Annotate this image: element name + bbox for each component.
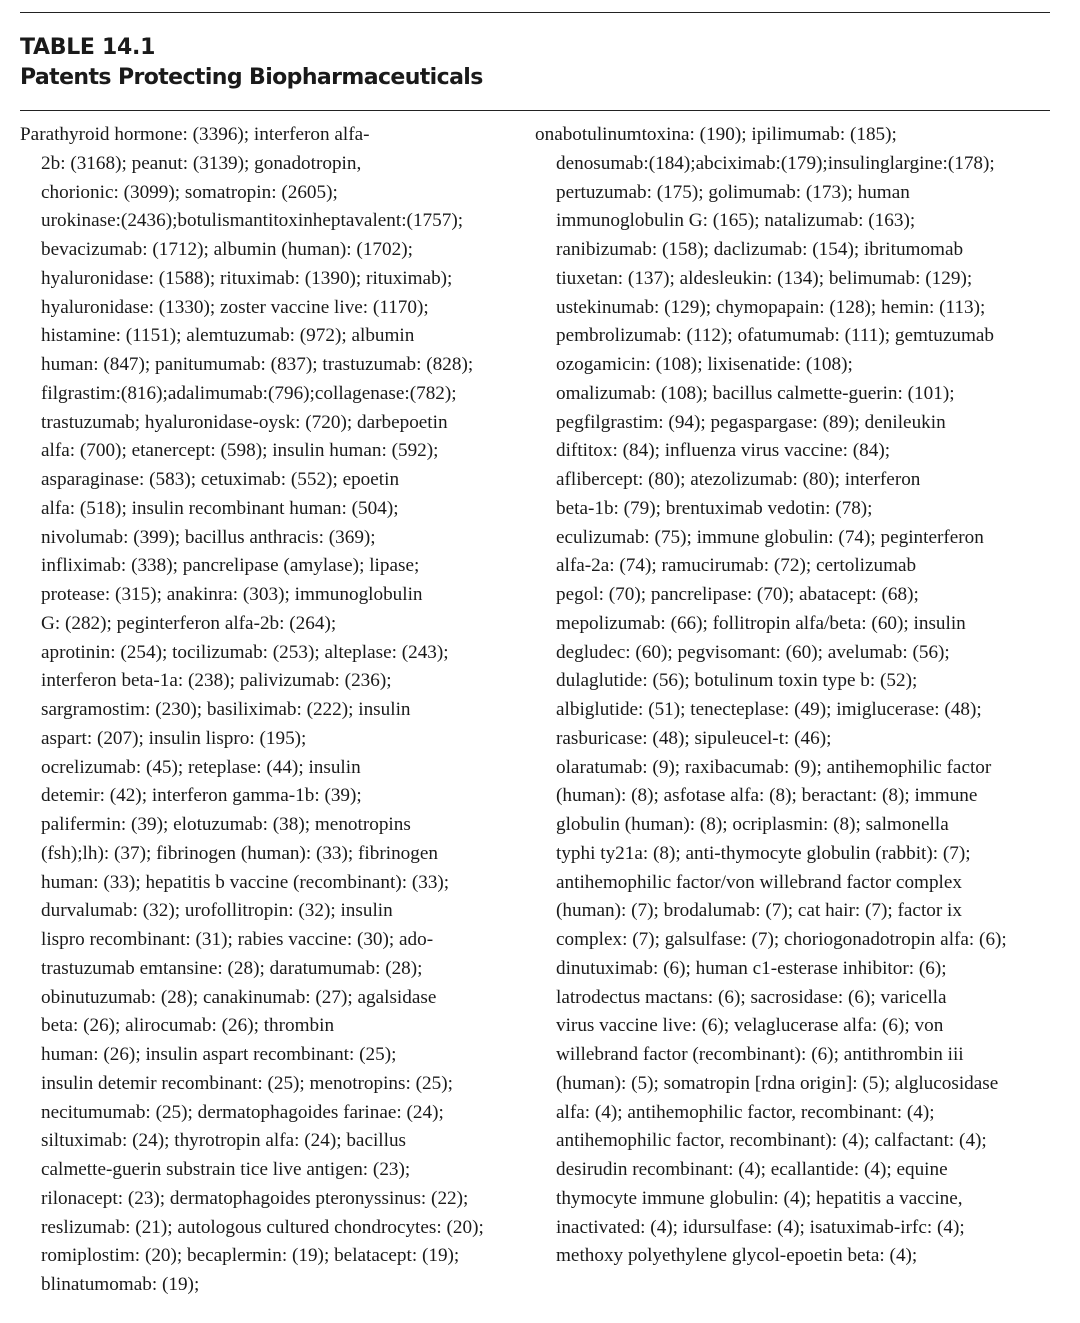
- text-line: (human): (5); somatropin [rdna origin]: (5); alglucosidase: [556, 1072, 999, 1094]
- text-line: lispro recombinant: (31); rabies vaccine: (30); ado-: [41, 929, 434, 950]
- text-line: alfa: (4); antihemophilic factor, recombinant: (4);: [556, 1101, 935, 1123]
- text-line: methoxy polyethylene glycol-epoetin beta: (4);: [556, 1245, 918, 1267]
- text-line: dinutuximab: (6); human c1-esterase inhibitor: (6);: [556, 957, 947, 979]
- text-line: antihemophilic factor, recombinant): (4); calfactant: (4);: [556, 1130, 987, 1152]
- text-line: pegfilgrastim: (94); pegaspargase: (89); denileukin: [556, 411, 946, 433]
- text-line: urokinase:(2436);botulismantitoxinheptavalent:(1757);: [41, 210, 464, 232]
- left-column: [20, 121, 520, 1300]
- text-line: asparaginase: (583); cetuximab: (552); epoetin: [41, 469, 400, 490]
- text-line: tiuxetan: (137); aldesleukin: (134); belimumab: (129);: [556, 267, 973, 289]
- text-line: trastuzumab; hyaluronidase-oysk: (720); darbepoetin: [41, 411, 448, 433]
- text-line: complex: (7); galsulfase: (7); choriogonadotropin alfa: (6);: [556, 929, 1007, 950]
- text-line: denosumab:(184);abciximab:(179);insulinglargine:(178);: [556, 152, 995, 174]
- text-line: beta-1b: (79); brentuximab vedotin: (78);: [556, 497, 873, 519]
- text-line: palifermin: (39); elotuzumab: (38); menotropins: [41, 814, 411, 835]
- text-line: alfa: (700); etanercept: (598); insulin human: (592);: [41, 440, 439, 462]
- text-line: nivolumab: (399); bacillus anthracis: (369);: [41, 526, 376, 548]
- text-line: human: (847); panitumumab: (837); trastuzumab: (828);: [41, 354, 474, 375]
- text-line: aspart: (207); insulin lispro: (195);: [41, 727, 307, 749]
- text-line: human: (33); hepatitis b vaccine (recombinant): (33);: [41, 871, 450, 893]
- text-line: trastuzumab emtansine: (28); daratumumab: (28);: [41, 957, 423, 979]
- text-line: albiglutide: (51); tenecteplase: (49); imiglucerase: (48);: [556, 699, 982, 720]
- text-line: onabotulinumtoxina: (190); ipilimumab: (185);: [535, 124, 897, 145]
- text-line: interferon beta-1a: (238); palivizumab: (236);: [41, 670, 392, 692]
- text-line: mepolizumab: (66); follitropin alfa/beta: (60); insulin: [556, 612, 966, 634]
- text-line: hyaluronidase: (1330); zoster vaccine live: (1170);: [41, 296, 429, 318]
- text-line: blinatumomab: (19);: [41, 1274, 200, 1295]
- text-line: beta: (26); alirocumab: (26); thrombin: [41, 1015, 335, 1037]
- text-line: protease: (315); anakinra: (303); immunoglobulin: [41, 584, 423, 605]
- text-line: rasburicase: (48); sipuleucel-t: (46);: [556, 727, 832, 749]
- text-line: eculizumab: (75); immune globulin: (74); peginterferon: [556, 526, 984, 548]
- text-line: aprotinin: (254); tocilizumab: (253); alteplase: (243);: [41, 641, 449, 663]
- text-line: pembrolizumab: (112); ofatumumab: (111); gemtuzumab: [556, 325, 994, 347]
- text-line: ranibizumab: (158); daclizumab: (154); ibritumomab: [556, 239, 964, 260]
- text-line: ocrelizumab: (45); reteplase: (44); insulin: [41, 756, 361, 778]
- text-line: diftitox: (84); influenza virus vaccine: (84);: [556, 440, 891, 462]
- text-line: virus vaccine live: (6); velaglucerase alfa: (6); von: [556, 1015, 944, 1037]
- text-line: durvalumab: (32); urofollitropin: (32); insulin: [41, 900, 393, 922]
- text-line: thymocyte immune globulin: (4); hepatitis a vaccine,: [556, 1187, 963, 1209]
- text-line: alfa-2a: (74); ramucirumab: (72); certolizumab: [556, 555, 917, 577]
- text-line: histamine: (1151); alemtuzumab: (972); albumin: [41, 325, 415, 347]
- text-line: desirudin recombinant: (4); ecallantide: (4); equine: [556, 1159, 948, 1180]
- text-line: typhi ty21a: (8); anti-thymocyte globulin (rabbit): (7);: [556, 842, 971, 864]
- text-line: latrodectus mactans: (6); sacrosidase: (6); varicella: [556, 986, 947, 1008]
- text-line: dulaglutide: (56); botulinum toxin type b: (52);: [556, 670, 918, 692]
- text-line: omalizumab: (108); bacillus calmette-guerin: (101);: [556, 382, 955, 404]
- text-line: obinutuzumab: (28); canakinumab: (27); agalsidase: [41, 986, 437, 1008]
- table-label: TABLE 14.1: [20, 35, 156, 60]
- text-line: insulin detemir recombinant: (25); menotropins: (25);: [41, 1072, 453, 1094]
- text-line: pegol: (70); pancrelipase: (70); abatacept: (68);: [556, 584, 919, 605]
- text-line: G: (282); peginterferon alfa-2b: (264);: [41, 612, 337, 634]
- text-line: filgrastim:(816);adalimumab:(796);collagenase:(782);: [41, 382, 457, 404]
- text-line: siltuximab: (24); thyrotropin alfa: (24); bacillus: [41, 1130, 407, 1152]
- text-line: willebrand factor (recombinant): (6); antithrombin iii: [556, 1044, 964, 1065]
- text-line: hyaluronidase: (1588); rituximab: (1390); rituximab);: [41, 267, 453, 289]
- text-line: pertuzumab: (175); golimumab: (173); human: [556, 181, 910, 203]
- text-line: infliximab: (338); pancrelipase (amylase); lipase;: [41, 555, 420, 577]
- text-line: degludec: (60); pegvisomant: (60); avelumab: (56);: [556, 641, 950, 663]
- text-line: antihemophilic factor/von willebrand factor complex: [556, 871, 962, 893]
- text-line: ustekinumab: (129); chymopapain: (128); hemin: (113);: [556, 296, 986, 318]
- text-line: (human): (7); brodalumab: (7); cat hair: (7); factor ix: [556, 900, 962, 922]
- top-rule: [20, 12, 1050, 13]
- text-line: rilonacept: (23); dermatophagoides pteronyssinus: (22);: [41, 1187, 469, 1209]
- text-line: ozogamicin: (108); lixisenatide: (108);: [556, 354, 853, 375]
- text-line: aflibercept: (80); atezolizumab: (80); interferon: [556, 469, 921, 490]
- text-line: inactivated: (4); idursulfase: (4); isatuximab-irfc: (4);: [556, 1216, 965, 1238]
- text-line: necitumumab: (25); dermatophagoides farinae: (24);: [41, 1101, 444, 1123]
- text-line: romiplostim: (20); becaplermin: (19); belatacept: (19);: [41, 1245, 460, 1267]
- text-line: Parathyroid hormone: (3396); interferon alfa-: [20, 124, 370, 145]
- text-line: human: (26); insulin aspart recombinant: (25);: [41, 1044, 397, 1065]
- text-line: chorionic: (3099); somatropin: (2605);: [41, 181, 338, 203]
- text-line: 2b: (3168); peanut: (3139); gonadotropin,: [41, 152, 362, 174]
- text-line: (fsh);lh): (37); fibrinogen (human): (33); fibrinogen: [41, 842, 438, 864]
- header-rule: [20, 110, 1050, 111]
- table-title: Patents Protecting Biopharmaceuticals: [20, 65, 483, 90]
- text-line: detemir: (42); interferon gamma-1b: (39);: [41, 785, 362, 807]
- text-line: olaratumab: (9); raxibacumab: (9); antihemophilic factor: [556, 756, 992, 778]
- text-line: (human): (8); asfotase alfa: (8); beractant: (8); immune: [556, 785, 978, 807]
- right-column: [535, 121, 1055, 1271]
- text-line: bevacizumab: (1712); albumin (human): (1702);: [41, 239, 413, 260]
- text-line: calmette-guerin substrain tice live antigen: (23);: [41, 1159, 411, 1180]
- text-line: immunoglobulin G: (165); natalizumab: (163);: [556, 210, 916, 232]
- text-line: reslizumab: (21); autologous cultured chondrocytes: (20);: [41, 1216, 484, 1238]
- text-line: globulin (human): (8); ocriplasmin: (8); salmonella: [556, 814, 949, 835]
- text-line: sargramostim: (230); basiliximab: (222); insulin: [41, 699, 411, 720]
- text-line: alfa: (518); insulin recombinant human: (504);: [41, 497, 399, 519]
